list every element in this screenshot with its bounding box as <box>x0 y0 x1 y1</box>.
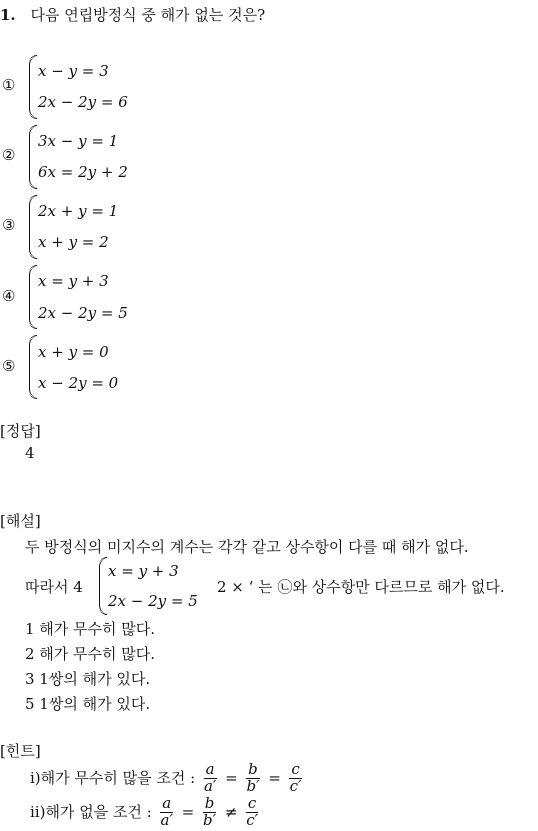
option-eq2: 2x − 2y = 5 <box>38 304 128 322</box>
question-text: 다음 연립방정식 중 해가 없는 것은? <box>30 6 266 24</box>
explanation-line: 1 해가 무수히 많다. <box>25 620 156 638</box>
option-marker: ③ <box>2 216 16 234</box>
option-marker: ⑤ <box>2 357 16 375</box>
fraction: $\frac{c}{c'}$ <box>289 760 302 795</box>
option-eq1: 3x − y = 1 <box>38 132 119 150</box>
explanation-line: 5 1쌍의 해가 있다. <box>25 695 151 713</box>
option-eq2: 2x − 2y = 6 <box>38 93 128 111</box>
explanation-heading: [해설] <box>0 512 41 530</box>
option-eq1: x = y + 3 <box>38 272 109 290</box>
explanation-line: 2 해가 무수히 많다. <box>25 645 156 663</box>
hint-line-2: ⅱ)해가 없을 조건 : $\frac{a}{a'}$ = $\frac{b}{b'}$ ≠ $\frac{c}{c'}$ <box>30 794 258 829</box>
option-eq1: x + y = 0 <box>38 343 109 361</box>
question <box>0 4 265 25</box>
explanation-eq2: 2x − 2y = 5 <box>108 592 198 610</box>
fraction: $\frac{c}{c'}$ <box>246 794 258 829</box>
option-eq1: x − y = 3 <box>38 62 109 80</box>
option-eq2: x − 2y = 0 <box>38 374 119 392</box>
question-number: 1. <box>0 6 16 24</box>
explanation-eq1: x = y + 3 <box>108 562 179 580</box>
hint-heading: [힌트] <box>0 742 41 760</box>
fraction: $\frac{a}{a'}$ <box>203 760 217 795</box>
fraction: $\frac{b}{b'}$ <box>203 794 217 829</box>
explanation-line: 두 방정식의 미지수의 계수는 각각 같고 상수항이 다를 때 해가 없다. <box>25 538 469 556</box>
fraction: $\frac{b}{b'}$ <box>246 760 260 795</box>
option-eq1: 2x + y = 1 <box>38 202 119 220</box>
option-marker: ④ <box>2 287 16 305</box>
hint-label: ⅱ)해가 없을 조건 : <box>30 802 152 821</box>
answer-value: 4 <box>25 444 35 462</box>
hint-line-1: ⅰ)해가 무수히 많을 조건 : $\frac{a}{a'}$ = $\frac{b}{b'}$ = $\frac{c}{c'}$ <box>30 760 302 795</box>
fraction: $\frac{a}{a'}$ <box>160 794 173 829</box>
option-marker: ② <box>2 146 16 164</box>
explanation-prefix: 따라서 4 <box>25 578 83 596</box>
option-eq2: x + y = 2 <box>38 233 109 251</box>
explanation-suffix: 2 × ‘ 는 ㉡와 상수항만 다르므로 해가 없다. <box>217 578 505 596</box>
option-eq2: 6x = 2y + 2 <box>38 163 128 181</box>
hint-label: ⅰ)해가 무수히 많을 조건 : <box>30 768 196 787</box>
answer-heading: [정답] <box>0 422 41 440</box>
option-marker: ① <box>2 76 16 94</box>
explanation-line: 3 1쌍의 해가 있다. <box>25 670 151 688</box>
